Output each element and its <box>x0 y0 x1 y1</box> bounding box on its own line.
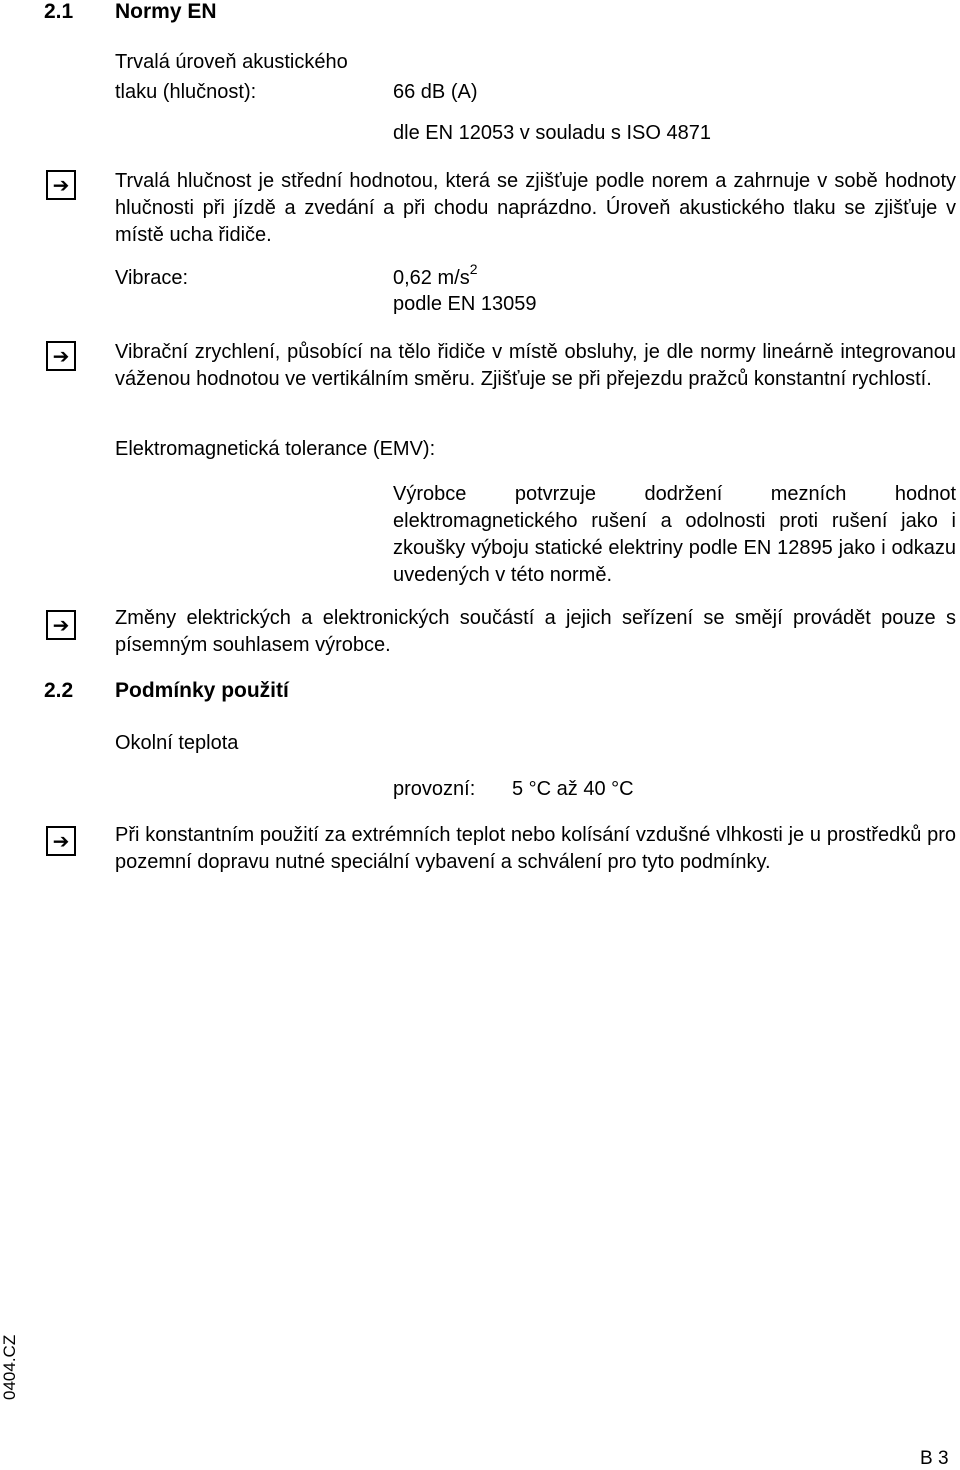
emv-note: Změny elektrických a elektronických součástí a jejich seřízení se smějí provádět pouze s písemným souhlasem výrobce. <box>115 607 956 656</box>
vibration-note: Vibrační zrychlení, působící na tělo řidiče v místě obsluhy, je dle normy lineárně integrovanou váženou hodnotou ve vertikálním směru. Zjišťuje se při přejezdu pražců konstantní rychlostí. <box>115 341 956 390</box>
document-code: 0404.CZ <box>0 1334 19 1400</box>
conditions-note: Při konstantním použití za extrémních teplot nebo kolísání vzdušné vlhkosti je u prostředků pro pozemní dopravu nutné speciální vybavení a schválení pro tyto podmínky. <box>115 824 956 873</box>
temperature-label: Okolní teplota <box>115 732 239 754</box>
right-arrow-icon: ➔ <box>46 610 76 640</box>
noise-value: 66 dB (A) <box>393 81 478 103</box>
section-number-2-1: 2.1 <box>44 0 74 23</box>
emv-text: Výrobce potvrzuje dodržení mezních hodnot elektromagnetického rušení a odolnosti proti rušení jako i zkoušky výboju statické elektriny podle EN 12895 jako i odkazu uvedených v této normě. <box>393 483 956 586</box>
emv-label: Elektromagnetická tolerance (EMV): <box>115 438 436 460</box>
vibration-standard: podle EN 13059 <box>393 293 537 315</box>
right-arrow-icon: ➔ <box>46 341 76 371</box>
operating-value: 5 °C až 40 °C <box>512 778 634 800</box>
section-number-2-2: 2.2 <box>44 679 74 702</box>
vibration-value-text: 0,62 m/s <box>393 267 470 289</box>
vibration-value-exponent: 2 <box>469 261 478 278</box>
vibration-label: Vibrace: <box>115 267 189 289</box>
right-arrow-icon: ➔ <box>46 170 76 200</box>
right-arrow-icon: ➔ <box>46 826 76 856</box>
section-title-2-2: Podmínky použití <box>115 679 289 702</box>
noise-label-line2: tlaku (hlučnost): <box>115 81 257 103</box>
noise-note: Trvalá hlučnost je střední hodnotou, která se zjišťuje podle norem a zahrnuje v sobě hodnoty hlučnosti při jízdě a zvedání a při chodu naprázdno. Úroveň akustického tlaku se zjišťuje v místě ucha řidiče. <box>115 170 956 246</box>
section-title-2-1: Normy EN <box>115 0 217 23</box>
noise-standard: dle EN 12053 v souladu s ISO 4871 <box>393 122 711 144</box>
operating-label: provozní: <box>393 778 476 800</box>
noise-label-line1: Trvalá úroveň akustického <box>115 51 348 73</box>
vibration-value <box>393 261 478 290</box>
page-number: B 3 <box>920 1448 949 1469</box>
